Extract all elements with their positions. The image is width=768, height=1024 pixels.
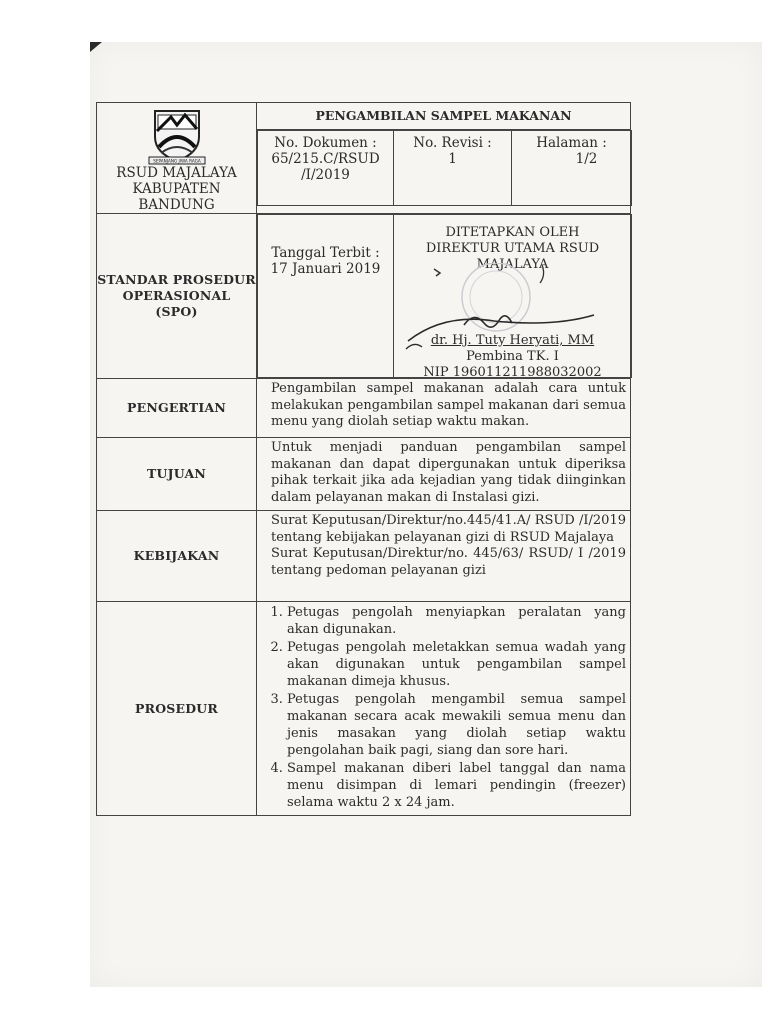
pengertian-text: Pengambilan sampel makanan adalah cara untuk melakukan pengambilan sampel makanan dari semua menu yang diolah setiap waktu makan.: [257, 379, 631, 438]
pengertian-label: PENGERTIAN: [97, 379, 257, 438]
spo-row: [97, 214, 631, 379]
kebijakan-text-2: Surat Keputusan/Direktur/no. 445/63/ RSUD/ I /2019 tentang pedoman pelayanan gizi: [271, 546, 626, 578]
tujuan-text: Untuk menjadi panduan pengambilan sampel makanan dan dapat dipergunakan untuk diperiksa pihak terkait jika ada kejadian yang tidak diinginkan dalam pelayanan makan di Instalasi gizi.: [257, 438, 631, 511]
issue-date-value: 17 Januari 2019: [270, 261, 381, 277]
prosedur-list: [257, 602, 630, 815]
doc-meta-cell: [257, 130, 631, 214]
doc-number-label: No. Dokumen :: [274, 135, 377, 151]
pengertian-row: [97, 379, 631, 438]
page-label: Halaman :: [536, 135, 607, 151]
prosedur-label: PROSEDUR: [97, 602, 257, 816]
logo-motto: SEPANJANG JIWA RAGA: [152, 158, 201, 164]
prosedur-cell: [257, 602, 631, 816]
signer-rank: Pembina TK. I: [466, 349, 559, 364]
prosedur-row: [97, 602, 631, 816]
spo-label-line1: STANDAR PROSEDUR: [97, 272, 256, 287]
approval-line2: DIREKTUR UTAMA RSUD: [425, 241, 600, 256]
prosedur-step: 2. Petugas pengolah meletakkan semua wadah yang akan digunakan untuk pengambilan sampel makanan dimeja khusus.: [287, 639, 626, 690]
doc-title: PENGAMBILAN SAMPEL MAKANAN: [257, 103, 631, 130]
approval-line1: DITETAPKAN OLEH: [445, 225, 580, 240]
hospital-identity-cell: [97, 103, 257, 214]
issue-date: [258, 215, 394, 378]
signer-nip: NIP 196011211988032002: [423, 365, 602, 380]
kebijakan-row: [97, 511, 631, 602]
kebijakan-text-1: Surat Keputusan/Direktur/no.445/41.A/ RSUD /I/2019 tentang kebijakan pelayanan gizi di RSUD Majalaya: [271, 513, 626, 545]
tujuan-row: [97, 438, 631, 511]
revision-value: 1: [448, 151, 457, 167]
header-row: [97, 103, 631, 130]
hospital-logo-icon: [147, 107, 207, 165]
prosedur-step: 4. Sampel makanan diberi label tanggal dan nama menu disimpan di lemari pendingin (freezer) selama waktu 2 x 24 jam.: [287, 760, 626, 811]
prosedur-step: 1. Petugas pengolah menyiapkan peralatan yang akan digunakan.: [287, 604, 626, 638]
doc-number-value: 65/215.C/RSUD /I/2019: [271, 151, 380, 183]
org-region: KABUPATEN BANDUNG: [132, 181, 221, 213]
spo-label-line3: (SPO): [155, 304, 198, 319]
kebijakan-cell: [257, 511, 631, 602]
spo-label-line2: OPERASIONAL: [122, 288, 231, 303]
revision-number: [394, 131, 512, 206]
spo-table: [96, 102, 631, 816]
issue-date-label: Tanggal Terbit :: [271, 245, 380, 261]
kebijakan-label: KEBIJAKAN: [97, 511, 257, 602]
page-value: 1/2: [575, 151, 598, 167]
tujuan-label: TUJUAN: [97, 438, 257, 511]
org-name: RSUD MAJALAYA: [116, 165, 237, 181]
page-number: [512, 131, 632, 206]
spo-detail-cell: [257, 214, 631, 379]
doc-number: [258, 131, 394, 206]
approval-line3: MAJALAYA: [476, 257, 549, 272]
page-corner-shadow: [90, 42, 102, 52]
revision-label: No. Revisi :: [413, 135, 492, 151]
spo-label: [97, 214, 257, 379]
prosedur-step: 3. Petugas pengolah mengambil semua sampel makanan secara acak mewakili semua menu dan jenis masakan yang diolah setiap waktu pengolahan baik pagi, siang dan sore hari.: [287, 691, 626, 759]
signer-name: dr. Hj. Tuty Heryati, MM: [430, 333, 595, 348]
approval-block: [394, 215, 632, 378]
